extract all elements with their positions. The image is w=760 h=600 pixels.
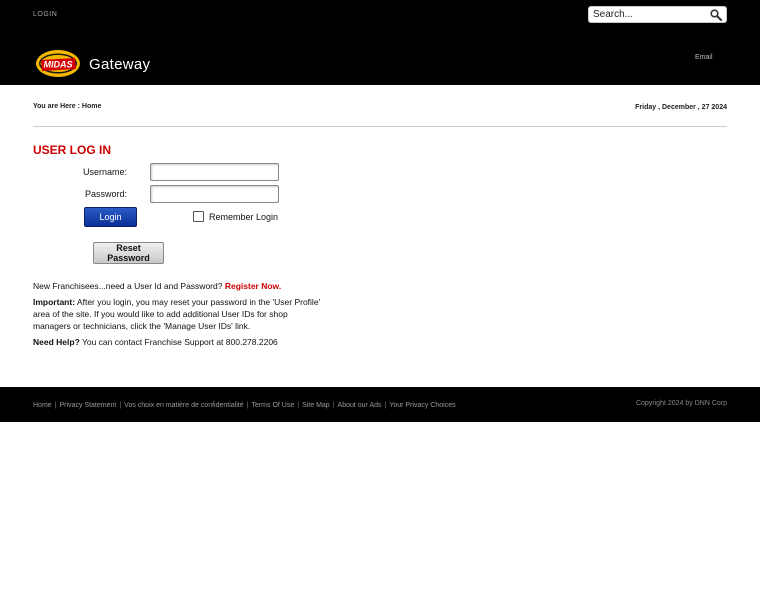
search-box [588,6,727,23]
footer-link-privacy-choices[interactable]: Your Privacy Choices [389,402,456,409]
divider [33,126,727,127]
reset-password-button[interactable]: Reset Password [93,242,164,264]
breadcrumb: You are Here : Home [33,103,102,110]
search-input[interactable] [593,7,705,22]
email-link[interactable]: Email [695,54,713,61]
login-link[interactable]: LOGIN [33,11,58,18]
need-help-text: You can contact Franchise Support at 800.278.2206 [79,337,278,347]
remember-login-label[interactable]: Remember Login [209,212,279,222]
site-header [0,0,760,85]
search-icon[interactable] [710,9,722,21]
copyright: Copyright 2024 by DNN Corp [635,400,727,407]
new-franchisee-label: New Franchisees...need a User Id and Password? [33,281,223,291]
current-date: Friday , December , 27 2024 [635,104,727,111]
username-field[interactable] [150,163,279,181]
footer-link-privacy-statement[interactable]: Privacy Statement [59,402,117,409]
new-franchisee-text [33,280,281,292]
remember-login-checkbox[interactable] [193,211,204,222]
login-button[interactable]: Login [84,207,137,227]
footer-link-terms[interactable]: Terms Of Use [251,402,295,409]
svg-text:MIDAS: MIDAS [43,59,73,70]
password-label: Password: [84,189,127,199]
site-footer [0,387,760,422]
important-text-3: managers or technicians, click the 'Manage User IDs' link. [33,321,251,331]
page-title: USER LOG IN [33,143,112,157]
footer-link-privacy-choices-fr[interactable]: Vos choix en matière de confidentialité [124,402,244,409]
important-label: Important: [33,297,76,307]
register-now-link[interactable]: Register Now. [224,281,282,291]
midas-logo[interactable] [35,49,81,78]
footer-link-about-ads[interactable]: About our Ads [337,402,382,409]
username-label: Username: [82,167,127,177]
important-text-1: After you login, you may reset your password in the 'User Profile' [75,297,321,307]
site-title: Gateway [89,56,151,73]
footer-links: Home | Privacy Statement | Vos choix en matière de confidentialité | Terms Of Use | Site Map | About our Ads | Your Privacy Choices [33,402,456,409]
need-help-notice [33,336,278,348]
footer-link-site-map[interactable]: Site Map [302,402,330,409]
need-help-label: Need Help? [33,337,80,347]
important-notice [33,296,320,332]
important-text-2: area of the site. If you would like to add additional User IDs for shop [33,309,288,319]
footer-link-home[interactable]: Home [33,402,52,409]
password-field[interactable] [150,185,279,203]
